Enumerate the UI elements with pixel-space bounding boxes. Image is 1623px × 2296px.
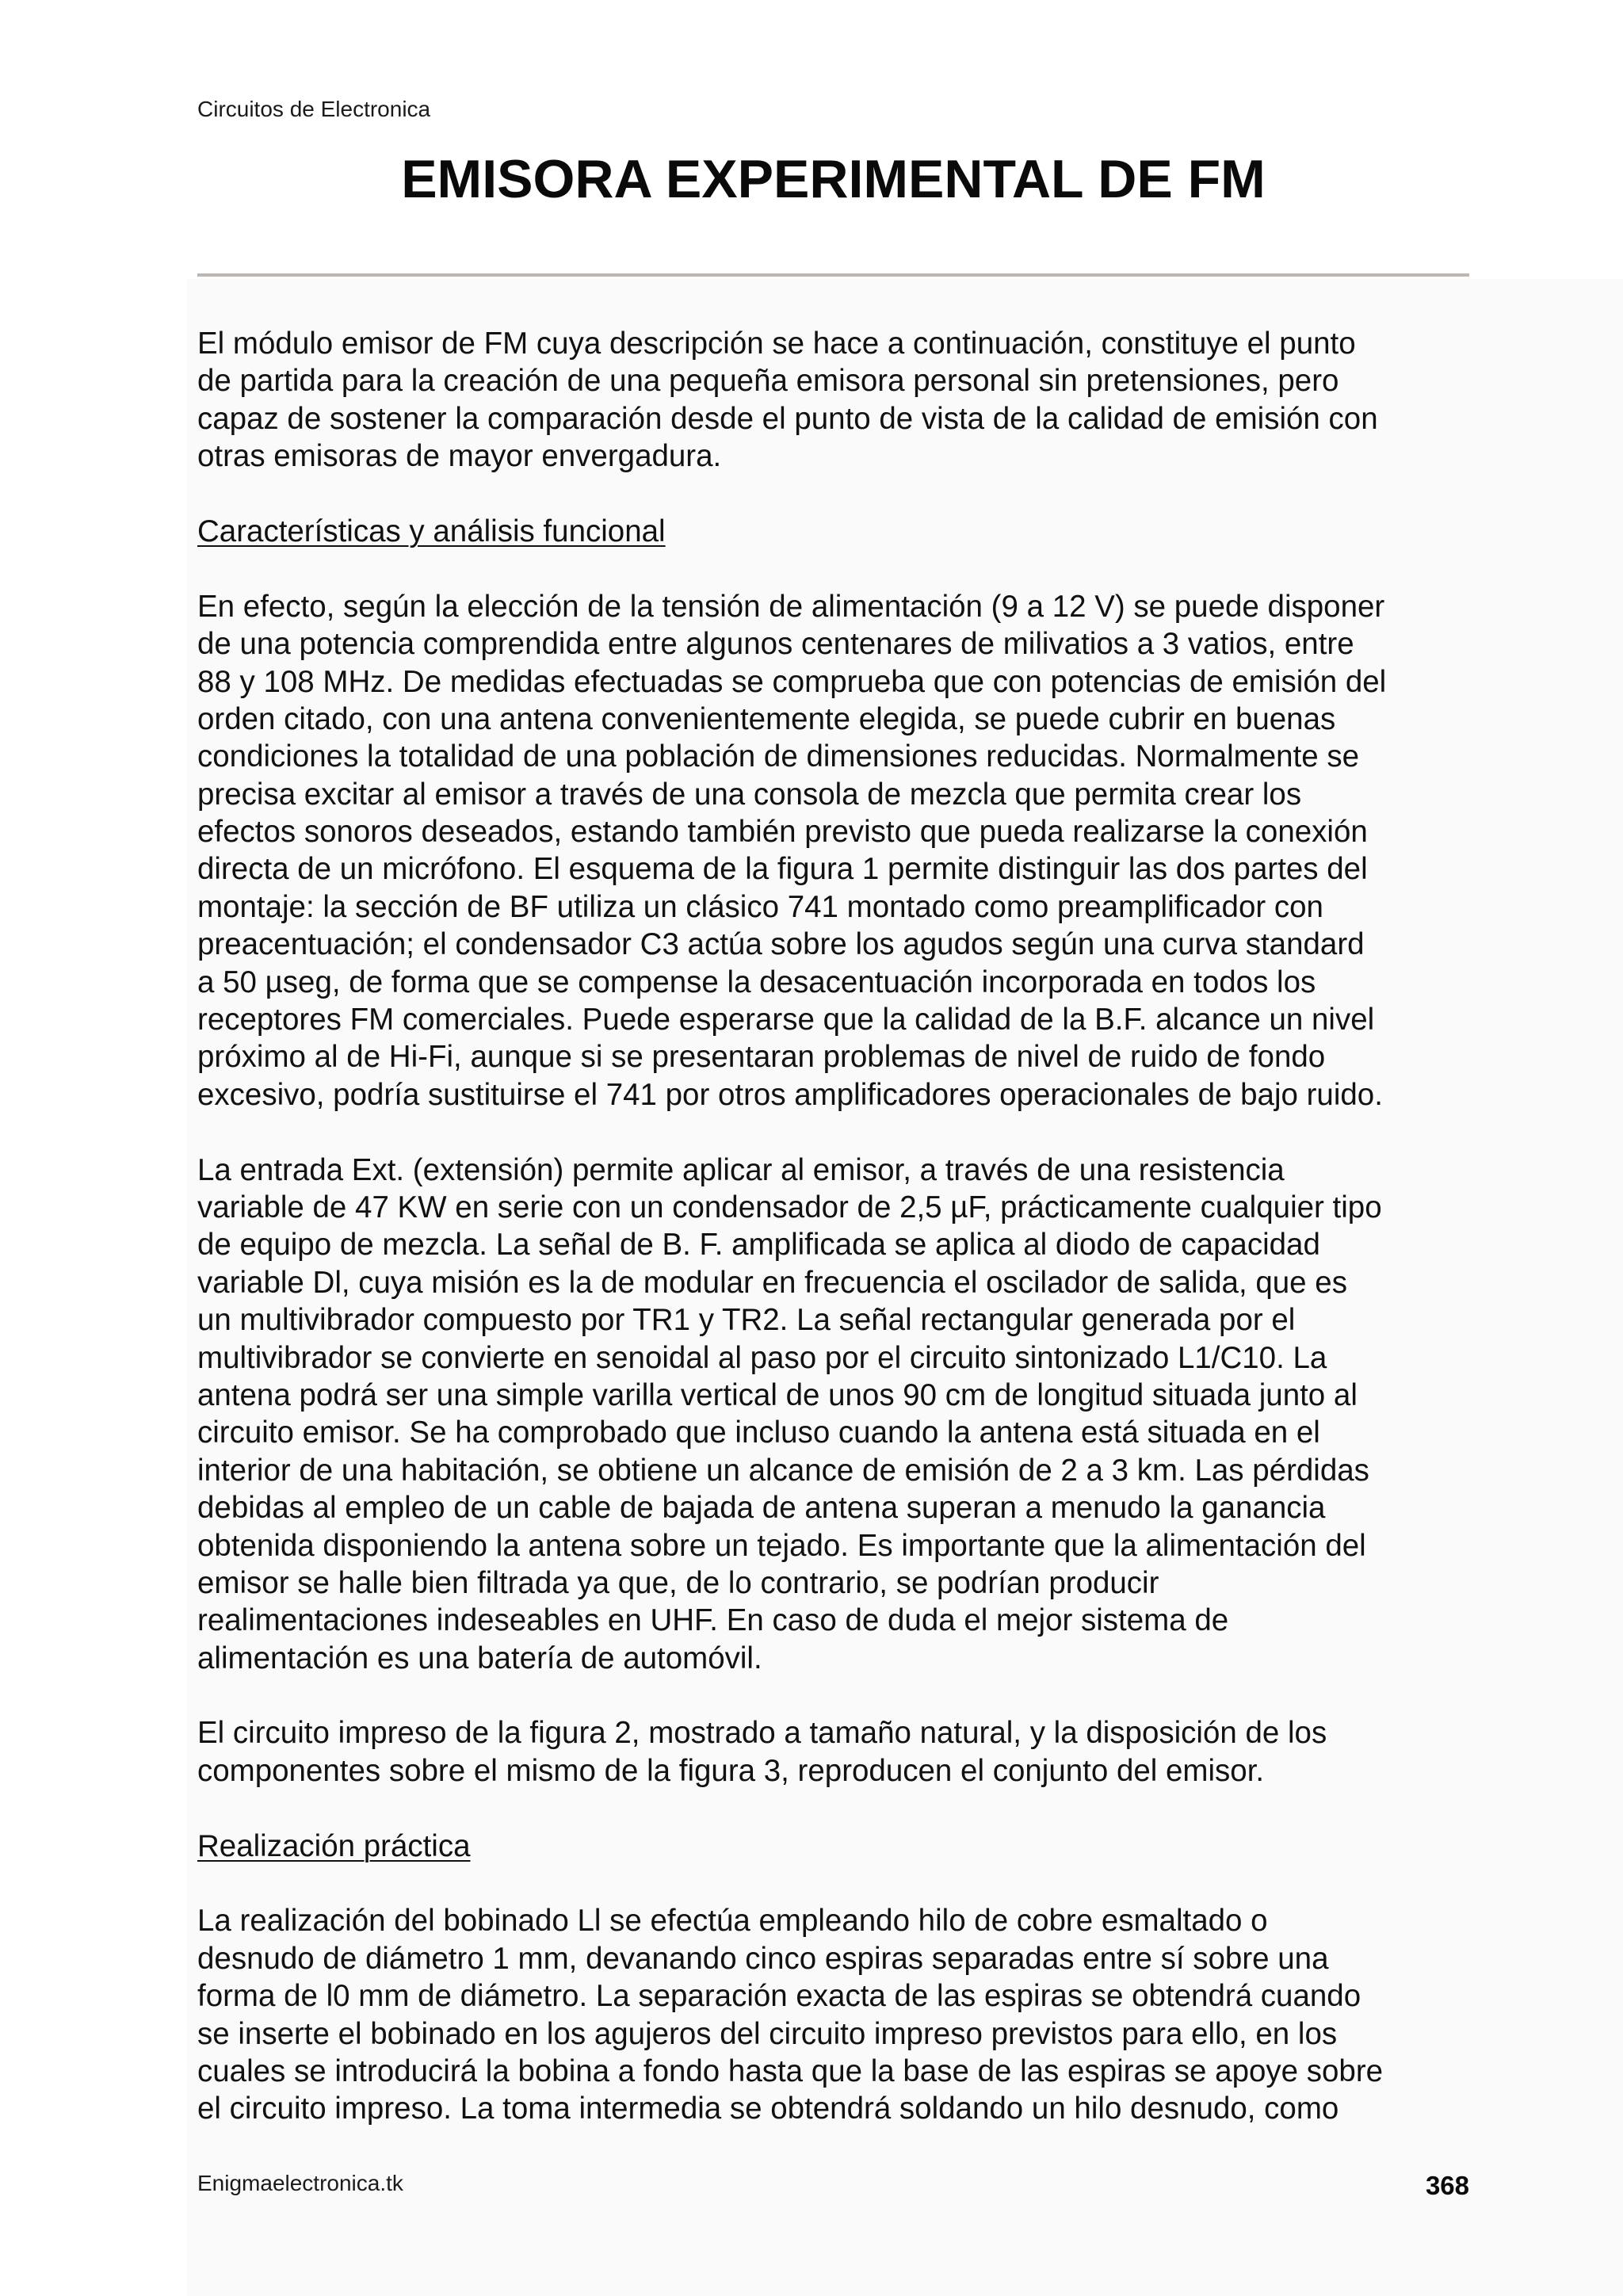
page-number: 368 xyxy=(1425,2171,1469,2200)
paragraph-line: circuito emisor. Se ha comprobado que incluso cuando la antena está situada en el xyxy=(197,1415,1320,1450)
paragraph-line: otras emisoras de mayor envergadura. xyxy=(197,439,722,474)
document-body xyxy=(197,325,1469,2128)
section-heading-text: Realización práctica xyxy=(197,1828,471,1863)
paragraph-line: efectos sonoros deseados, estando también previsto que pueda realizarse la conexión xyxy=(197,815,1368,850)
footer-site-name: Enigmaelectronica.tk xyxy=(197,2171,403,2195)
paragraph-line: capaz de sostener la comparación desde el punto de vista de la calidad de emisión con xyxy=(197,401,1378,436)
paragraph xyxy=(197,588,1469,1114)
paragraph-line: componentes sobre el mismo de la figura 3, reproducen el conjunto del emisor. xyxy=(197,1753,1265,1788)
paragraph-line: multivibrador se convierte en senoidal al paso por el circuito sintonizado L1/C10. La xyxy=(197,1340,1327,1375)
paragraph-line: condiciones la totalidad de una población de dimensiones reducidas. Normalmente se xyxy=(197,739,1360,774)
paragraph-line: de partida para la creación de una pequeña emisora personal sin pretensiones, pero xyxy=(197,364,1339,399)
section-heading xyxy=(197,1828,1469,1865)
paragraph-line: debidas al empleo de un cable de bajada de antena superan a menudo la ganancia xyxy=(197,1491,1326,1526)
paragraph-line: La realización del bobinado Ll se efectúa empleando hilo de cobre esmaltado o xyxy=(197,1904,1268,1939)
paragraph-line: precisa excitar al emisor a través de una consola de mezcla que permita crear los xyxy=(197,777,1302,812)
paragraph-line: el circuito impreso. La toma intermedia se obtendrá soldando un hilo desnudo, como xyxy=(197,2092,1339,2126)
paragraph xyxy=(197,1152,1469,1677)
section-heading-text: Características y análisis funcional xyxy=(197,514,666,548)
paragraph xyxy=(197,325,1469,476)
running-header: Circuitos de Electronica xyxy=(197,97,431,121)
paragraph-line: El módulo emisor de FM cuya descripción se hace a continuación, constituye el punto xyxy=(197,327,1356,361)
paragraph-line: se inserte el bobinado en los agujeros del circuito impreso previstos para ello, en los xyxy=(197,2016,1338,2051)
paragraph-line: antena podrá ser una simple varilla vertical de unos 90 cm de longitud situada junto al xyxy=(197,1377,1358,1412)
paragraph-line: El circuito impreso de la figura 2, mostrado a tamaño natural, y la disposición de los xyxy=(197,1716,1327,1751)
paragraph xyxy=(197,1714,1469,1790)
paragraph-line: directa de un micrófono. El esquema de la figura 1 permite distinguir las dos partes del xyxy=(197,852,1368,887)
paragraph-line: La entrada Ext. (extensión) permite aplicar al emisor, a través de una resistencia xyxy=(197,1152,1285,1187)
title-divider xyxy=(197,273,1469,277)
paragraph-line: obtenida disponiendo la antena sobre un tejado. Es importante que la alimentación del xyxy=(197,1528,1366,1563)
paragraph-line: En efecto, según la elección de la tensión de alimentación (9 a 12 V) se puede disponer xyxy=(197,589,1385,624)
paragraph-line: variable Dl, cuya misión es la de modular en frecuencia el oscilador de salida, que es xyxy=(197,1265,1347,1300)
paragraph-line: receptores FM comerciales. Puede esperarse que la calidad de la B.F. alcance un nivel xyxy=(197,1003,1375,1037)
paragraph-line: alimentación es una batería de automóvil. xyxy=(197,1641,762,1675)
paragraph-line: de una potencia comprendida entre algunos centenares de milivatios a 3 vatios, entre xyxy=(197,627,1354,662)
paragraph-line: orden citado, con una antena convenientemente elegida, se puede cubrir en buenas xyxy=(197,701,1336,736)
paragraph-line: emisor se halle bien filtrada ya que, de lo contrario, se podrían producir xyxy=(197,1565,1159,1600)
paragraph-line: interior de una habitación, se obtiene un alcance de emisión de 2 a 3 km. Las pérdidas xyxy=(197,1453,1369,1488)
paragraph-line: realimentaciones indeseables en UHF. En caso de duda el mejor sistema de xyxy=(197,1603,1229,1638)
paragraph-line: preacentuación; el condensador C3 actúa sobre los agudos según una curva standard xyxy=(197,927,1365,962)
paragraph-line: 88 y 108 MHz. De medidas efectuadas se comprueba que con potencias de emisión del xyxy=(197,664,1387,699)
paragraph-line: a 50 µseg, de forma que se compense la desacentuación incorporada en todos los xyxy=(197,965,1316,999)
paragraph-line: de equipo de mezcla. La señal de B. F. amplificada se aplica al diodo de capacidad xyxy=(197,1228,1320,1263)
paragraph-line: variable de 47 KW en serie con un condensador de 2,5 µF, prácticamente cualquier tipo xyxy=(197,1190,1382,1224)
section-heading xyxy=(197,513,1469,550)
paragraph-line: desnudo de diámetro 1 mm, devanando cinco espiras separadas entre sí sobre una xyxy=(197,1941,1329,1976)
paragraph xyxy=(197,1902,1469,2127)
paragraph-line: excesivo, podría sustituirse el 741 por otros amplificadores operacionales de bajo ruido. xyxy=(197,1077,1383,1112)
paragraph-line: forma de l0 mm de diámetro. La separación exacta de las espiras se obtendrá cuando xyxy=(197,1979,1361,2014)
page-title: EMISORA EXPERIMENTAL DE FM xyxy=(401,149,1266,209)
paragraph-line: cuales se introducirá la bobina a fondo hasta que la base de las espiras se apoye sobre xyxy=(197,2053,1384,2088)
paragraph-line: montaje: la sección de BF utiliza un clásico 741 montado como preamplificador con xyxy=(197,889,1323,924)
paragraph-line: próximo al de Hi-Fi, aunque si se presentaran problemas de nivel de ruido de fondo xyxy=(197,1040,1326,1075)
paragraph-line: un multivibrador compuesto por TR1 y TR2. La señal rectangular generada por el xyxy=(197,1303,1296,1338)
